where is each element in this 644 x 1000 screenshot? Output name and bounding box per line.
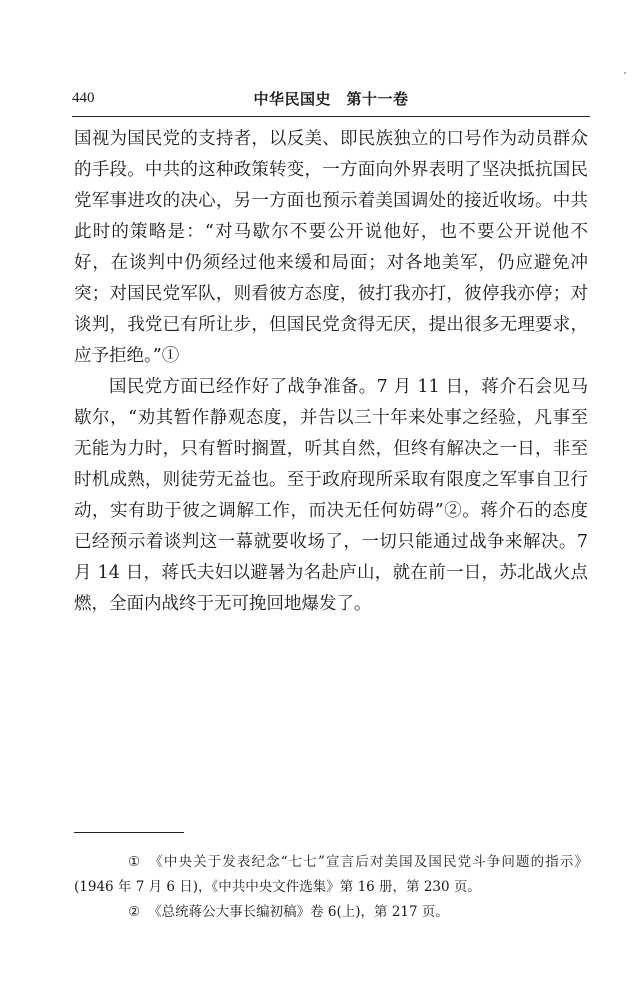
- paragraph-2: 国民党方面已经作好了战争准备。7 月 11 日，蒋介石会见马歇尔，“劝其暂作静观态度，并告以三十年来处事之经验，凡事至无能为力时，只有暂时搁置，听其自然，但终有解决之一日，非至时机成熟，则徒劳无益也。至于政府现所采取有限度之军事自卫行动，实有助于彼之调解工作，而决无任何妨碍”②。蒋介石的态度已经预示着谈判这一幕就要收场了，一切只能通过战争来解决。7 月 14 日，蒋氏夫妇以避暑为名赴庐山，就在前一日，苏北战火点燃，全面内战终于无可挽回地爆发了。: [74, 377, 588, 614]
- page-number: 440: [72, 90, 95, 106]
- footnote-1: [74, 850, 588, 900]
- footnote-1-mark: ①: [128, 854, 141, 870]
- margin-dot: [624, 72, 626, 74]
- body-text: [74, 124, 588, 620]
- running-title: 中华民国史 第十一卷: [253, 90, 409, 108]
- footnote-1-text: 《中央关于发表纪念“七七”宣言后对美国及国民党斗争问题的指示》(1946 年 7 月 6 日)，《中共中央文件选集》第 16 册，第 230 页。: [74, 854, 588, 895]
- footnote-2-mark: ②: [128, 904, 141, 920]
- footnotes: [74, 850, 588, 925]
- footnote-2: [74, 900, 588, 925]
- footnote-rule: [74, 832, 184, 833]
- page-header: [72, 88, 590, 114]
- paragraph-1: 国视为国民党的支持者，以反美、即民族独立的口号作为动员群众的手段。中共的这种政策转变，一方面向外界表明了坚决抵抗国民党军事进攻的决心，另一方面也预示着美国调处的接近收场。中共此时的策略是：“对马歇尔不要公开说他好，也不要公开说他不好，在谈判中仍须经过他来缓和局面；对各地美军，仍应避免冲突；对国民党军队，则看彼方态度，彼打我亦打，彼停我亦停；对谈判，我党已有所让步，但国民党贪得无厌，提出很多无理要求，应予拒绝。”①: [74, 129, 588, 366]
- header-rule: [72, 116, 590, 117]
- footnote-2-text: 《总统蒋公大事长编初稿》卷 6(上)，第 217 页。: [148, 904, 449, 920]
